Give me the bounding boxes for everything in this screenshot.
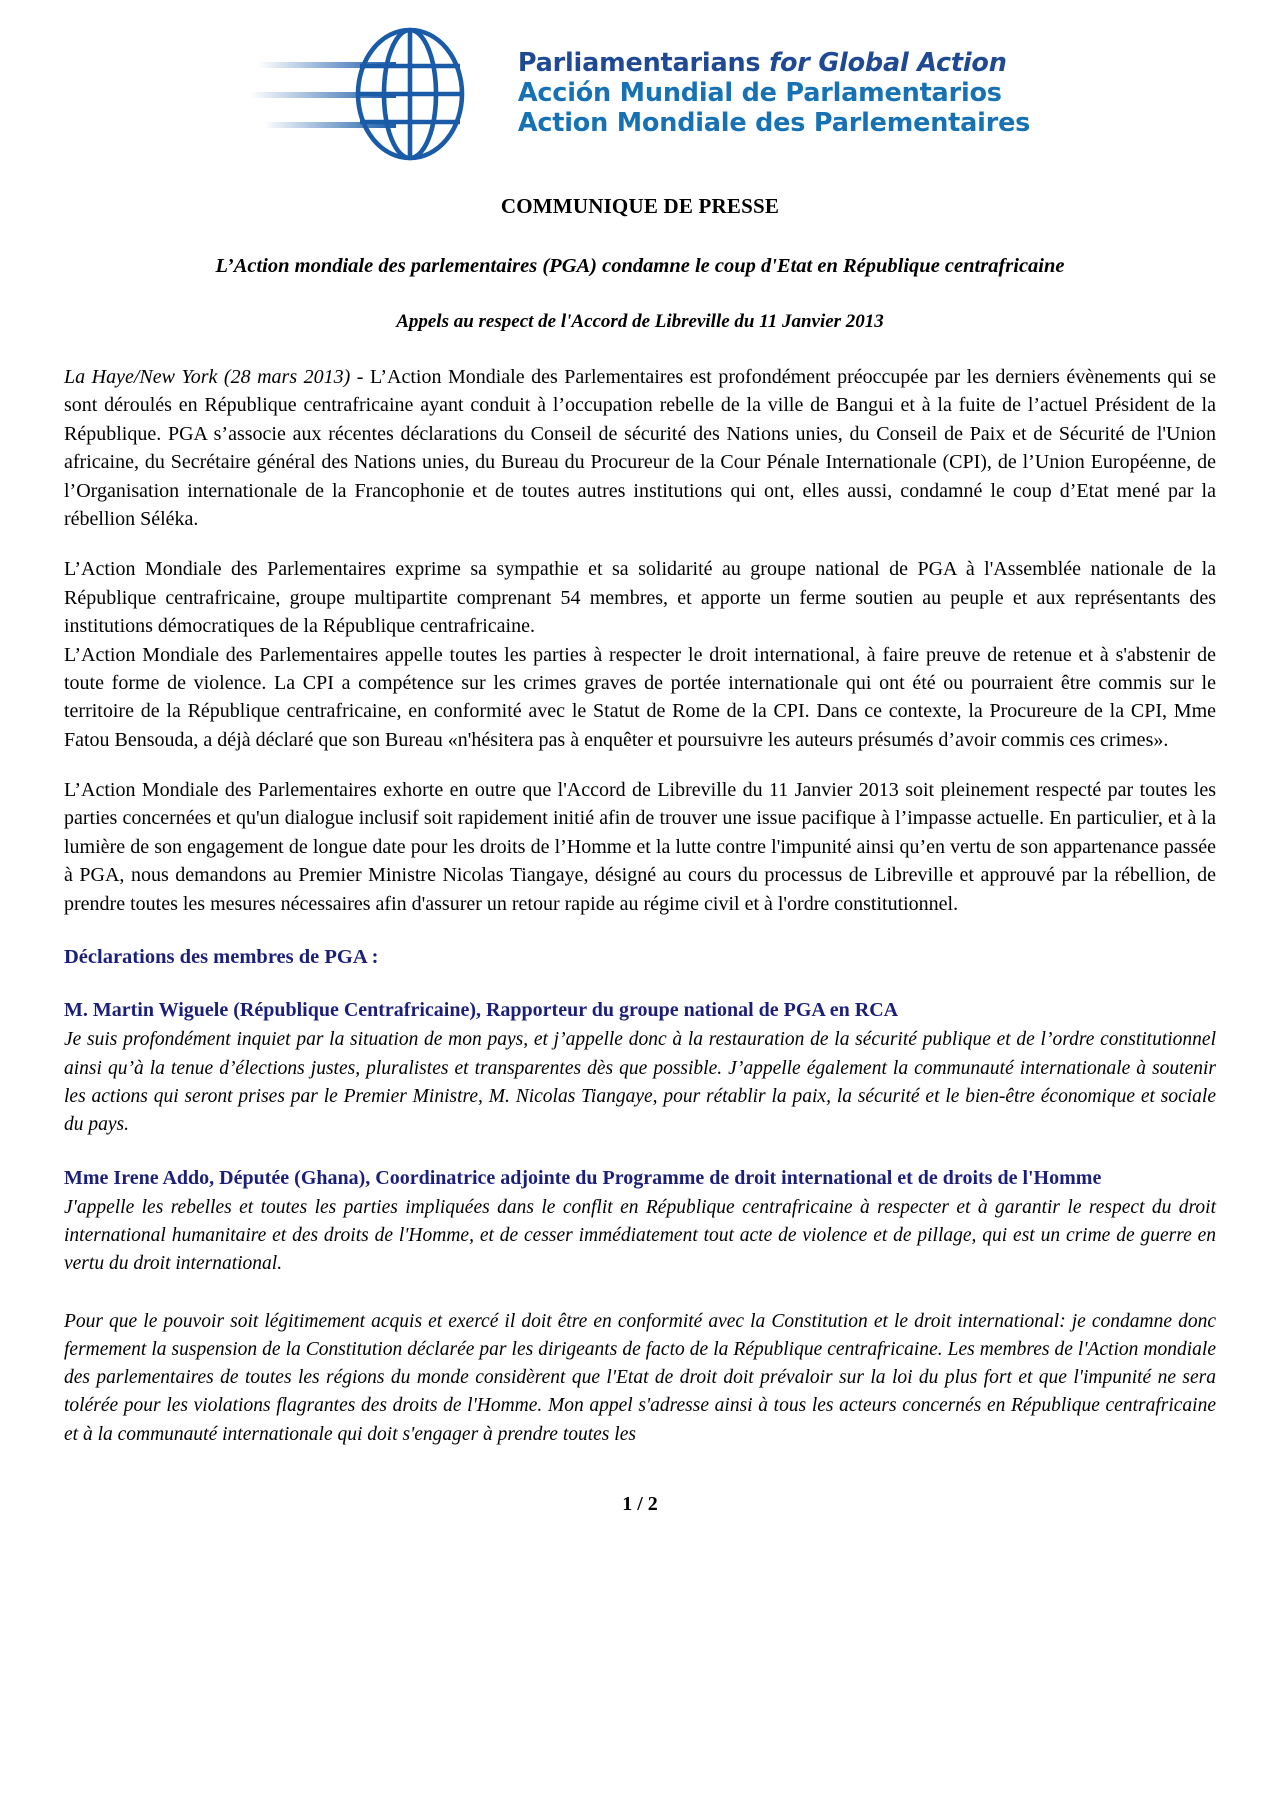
document-subtitle-secondary: Appels au respect de l'Accord de Libreville du 11 Janvier 2013: [396, 311, 884, 332]
letterhead: [0, 0, 1280, 172]
speaker-quote-addo-second: Pour que le pouvoir soit légitimement acquis et exercé il doit être en conformité avec la Constitution et le droit international: je condamne donc fermement la suspension de la Constitution déclarée par les dirigeants de facto de la République centrafricaine. Les membres de l'Action mondiale des parlementaires de toutes les régions du monde considèrent que l'Etat de droit doit prévaloir sur la loi du plus fort et que l'impunité ne sera tolérée pour les violations flagrantes des droits de l'Homme. Mon appel s'adresse ainsi à tous les acteurs concernés en République centrafricaine et à la communauté internationale qui doit s'engager à prendre toutes les: [64, 1311, 1216, 1445]
pga-logo: [250, 26, 1030, 162]
paragraph-solidarity: L’Action Mondiale des Parlementaires exprime sa sympathie et sa solidarité au groupe national de PGA à l'Assemblée nationale de la République centrafricaine, groupe multipartite comprenant 54 membres, et apporte un ferme soutien au peuple et aux représentants des institutions démocratiques de la République centrafricaine.: [64, 558, 1216, 638]
paragraph-intro: [64, 363, 1216, 533]
paragraph-libreville: L’Action Mondiale des Parlementaires exhorte en outre que l'Accord de Libreville du 11 Janvier 2013 soit pleinement respecté par toutes les parties concernées et qu'un dialogue inclusif soit rapidement initié afin de trouver une issue pacifique à l’impasse actuelle. En particulier, et à la lumière de son engagement de longue date pour les droits de l’Homme et la lutte contre l'impunité ainsi qu’en vertu de son appartenance passée à PGA, nous demandons au Premier Ministre Nicolas Tiangaye, désigné au cours du processus de Libreville et approuvé par la rébellion, de prendre toutes les mesures nécessaires afin d'assurer un retour rapide au régime civil et à l'ordre constitutionnel.: [64, 779, 1216, 915]
page-footer: 1 / 2: [622, 1492, 658, 1515]
logo-line-spanish: Acción Mundial de Parlamentarios: [517, 78, 1002, 109]
page-title: COMMUNIQUE DE PRESSE: [500, 194, 780, 218]
globe-icon: [250, 26, 500, 162]
paragraph-intro-text: - L’Action Mondiale des Parlementaires est profondément préoccupée par les derniers évènements qui se sont déroulés en République centrafricaine ayant conduit à l’occupation rebelle de la ville de Bangui et à la fuite de l’actuel Président de la République. PGA s’associe aux récentes déclarations du Conseil de sécurité des Nations unies, du Conseil de Paix et de Sécurité de l'Union africaine, du Secrétaire général des Nations unies, du Bureau du Procureur de la Cour Pénale Internationale (CPI), de l’Union Européenne, de l’Organisation internationale de la Francophonie et de toutes autres institutions qui ont, elles aussi, condamné le coup d’Etat mené par la rébellion Séléka.: [64, 366, 1216, 530]
logo-line-english: Parliamentarians for Global Action: [517, 48, 1007, 79]
document-body: [0, 363, 1280, 1449]
section-heading-declarations: Déclarations des membres de PGA :: [64, 946, 379, 969]
speaker-quote-addo: J'appelle les rebelles et toutes les parties impliquées dans le conflit en République centrafricaine à respecter et à garantir le respect du droit international humanitaire et des droits de l'Homme, et de cesser immédiatement tout acte de violence et de pillage, qui est un crime de guerre en vertu du droit international.: [64, 1196, 1216, 1275]
paragraph-icc: L’Action Mondiale des Parlementaires appelle toutes les parties à respecter le droit international, à faire preuve de retenue et à s'abstenir de toute forme de violence. La CPI a compétence sur les crimes graves de portée internationale qui ont été ou pourraient être commis sur le territoire de la République centrafricaine, en conformité avec le Statut de Rome de la CPI. Dans ce contexte, la Procureure de la CPI, Mme Fatou Bensouda, a déjà déclaré que son Bureau «n'hésitera pas à enquêter et poursuivre les auteurs présumés d’avoir commis ces crimes».: [64, 643, 1216, 751]
dateline: La Haye/New York (28 mars 2013): [64, 366, 351, 388]
logo-wordmark: [518, 49, 1030, 138]
logo-line-french: Action Mondiale des Parlementaires: [517, 107, 1031, 138]
speaker-name-wiguele: M. Martin Wiguele (République Centrafricaine), Rapporteur du groupe national de PGA en RCA: [64, 999, 899, 1022]
speaker-quote-wiguele: Je suis profondément inquiet par la situation de mon pays, et j’appelle donc à la restauration de la sécurité publique et de l’ordre constitutionnel ainsi qu’à la tenue d’élections justes, pluralistes et transparentes dès que possible. J’appelle également la communauté internationale à soutenir les actions qui seront prises par le Premier Ministre, M. Nicolas Tiangaye, pour rétablir la paix, la sécurité et le bien-être économique et sociale du pays.: [64, 1029, 1216, 1135]
document-subtitle: L’Action mondiale des parlementaires (PGA) condamne le coup d'Etat en République centrafricaine: [215, 255, 1065, 277]
speaker-name-addo: Mme Irene Addo, Députée (Ghana), Coordinatrice adjointe du Programme de droit international et de droits de l'Homme: [64, 1166, 1102, 1189]
